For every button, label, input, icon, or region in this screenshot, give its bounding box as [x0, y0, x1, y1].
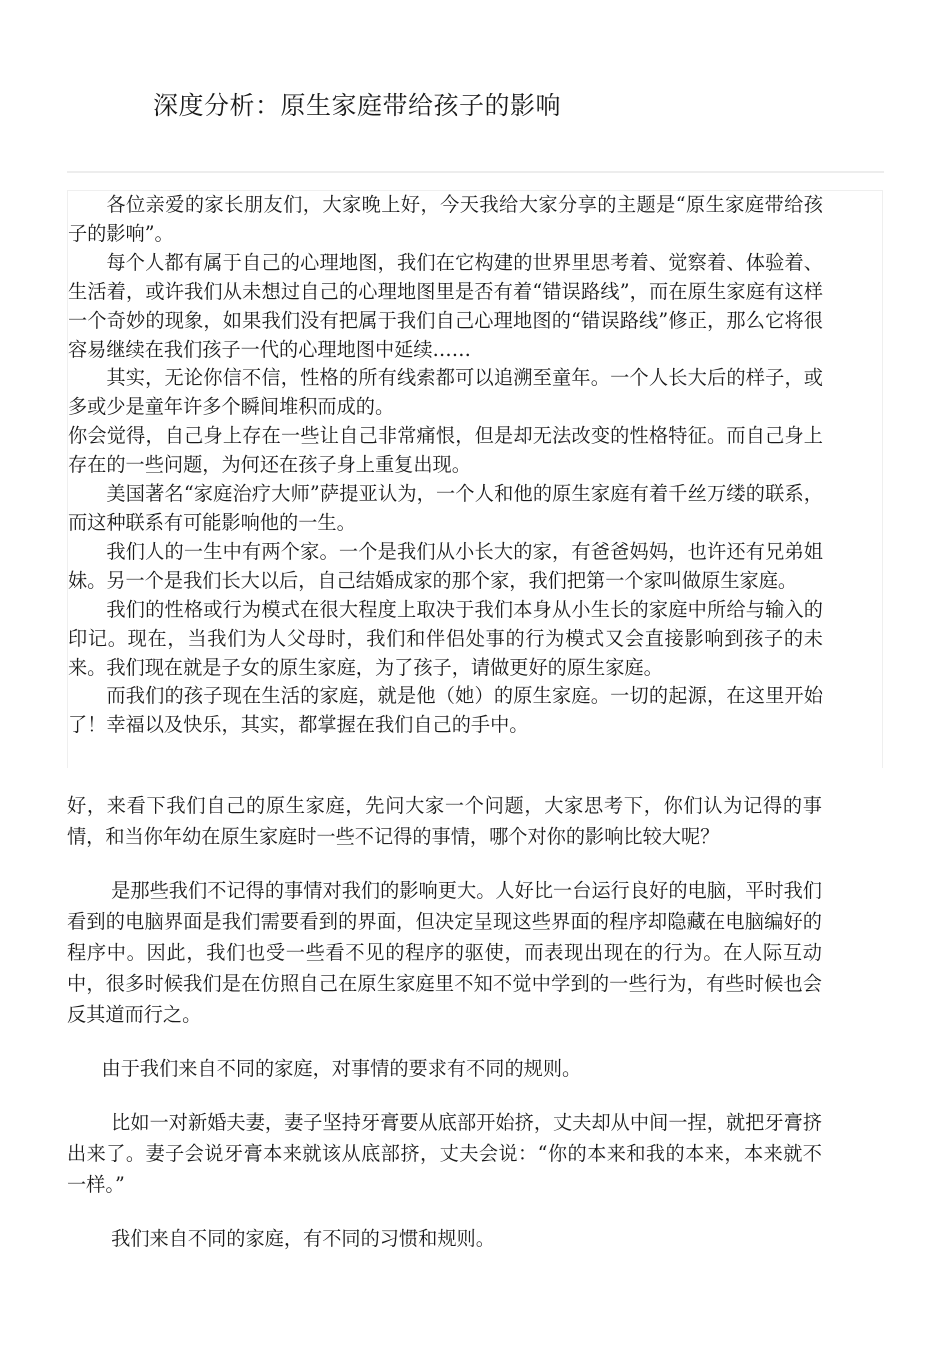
title-divider — [67, 171, 884, 173]
intro-paragraph-4: 你会觉得，自己身上存在一些让自己非常痛恨，但是却无法改变的性格特征。而自己身上存在的一些问题，为何还在孩子身上重复出现。 — [68, 424, 823, 477]
intro-paragraph-6: 我们人的一生中有两个家。一个是我们从小长大的家，有爸爸妈妈，也许还有兄弟姐妹。另一个是我们长大以后，自己结婚成家的那个家，我们把第一个家叫做原生家庭。 — [68, 539, 823, 592]
body-paragraph-4: 比如一对新婚夫妻，妻子坚持牙膏要从底部开始挤，丈夫却从中间一捏，就把牙膏挤出来了。妻子会说牙膏本来就该从底部挤，丈夫会说：“你的本来和我的本来，本来就不一样。” — [67, 1111, 822, 1196]
intro-paragraph-3: 其实，无论你信不信，性格的所有线索都可以追溯至童年。一个人长大后的样子，或多或少是童年许多个瞬间堆积而成的。 — [68, 366, 823, 419]
intro-paragraph-1: 各位亲爱的家长朋友们，大家晚上好，今天我给大家分享的主题是“原生家庭带给孩子的影响”。 — [68, 193, 823, 245]
intro-paragraph-5: 美国著名“家庭治疗大师”萨提亚认为，一个人和他的原生家庭有着千丝万缕的联系，而这种联系有可能影响他的一生。 — [68, 482, 823, 534]
intro-paragraph-2: 每个人都有属于自己的心理地图，我们在它构建的世界里思考着、觉察着、体验着、生活着，或许我们从未想过自己的心理地图里是否有着“错误路线”，而在原生家庭有这样一个奇妙的现象，如果我们没有把属于我们自己心理地图的“错误路线”修正，那么它将很容易继续在我们孩子一代的心理地图中延续…… — [68, 250, 823, 361]
body-section — [67, 790, 827, 1277]
intro-paragraph-8: 而我们的孩子现在生活的家庭，就是他（她）的原生家庭。一切的起源，在这里开始了！幸福以及快乐，其实，都掌握在我们自己的手中。 — [68, 684, 823, 737]
body-paragraph-2: 是那些我们不记得的事情对我们的影响更大。人好比一台运行良好的电脑，平时我们看到的电脑界面是我们需要看到的界面，但决定呈现这些界面的程序却隐藏在电脑编好的程序中。因此，我们也受一些看不见的程序的驱使，而表现出现在的行为。在人际互动中，很多时候我们是在仿照自己在原生家庭里不知不觉中学到的一些行为，有些时候也会反其道而行之。 — [67, 879, 822, 1026]
body-paragraph-1: 好，来看下我们自己的原生家庭，先问大家一个问题，大家思考下，你们认为记得的事情，和当你年幼在原生家庭时一些不记得的事情，哪个对你的影响比较大呢？ — [67, 794, 822, 848]
intro-box — [67, 190, 883, 768]
intro-paragraph-7: 我们的性格或行为模式在很大程度上取决于我们本身从小生长的家庭中所给与输入的印记。现在，当我们为人父母时，我们和伴侣处事的行为模式又会直接影响到孩子的未来。我们现在就是子女的原生家庭，为了孩子，请做更好的原生家庭。 — [68, 597, 823, 679]
body-paragraph-5: 我们来自不同的家庭，有不同的习惯和规则。 — [111, 1227, 495, 1250]
body-paragraph-3: 由于我们来自不同的家庭，对事情的要求有不同的规则。 — [101, 1057, 582, 1080]
page-title: 深度分析：原生家庭带给孩子的影响 — [153, 91, 562, 120]
